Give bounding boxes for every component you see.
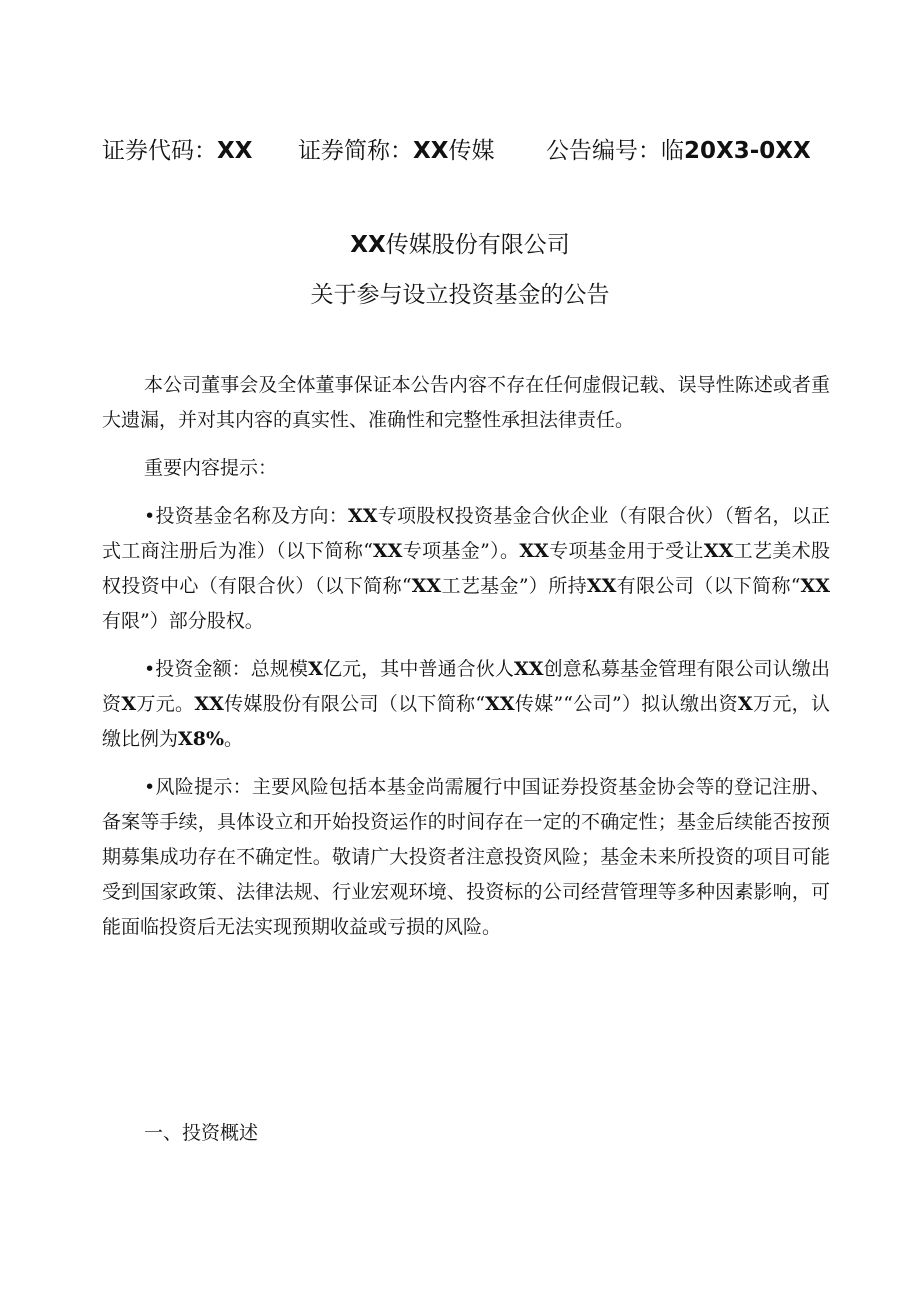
bold-run: X [737,693,753,715]
bullet-fund-name [102,499,830,639]
text-run: 传媒股份有限公司（以下简称“ [223,693,486,715]
text-run: 创意私募基金管理有限公司认缴出资 [102,658,830,715]
text-run: 万元。 [136,693,195,715]
security-code [102,132,298,165]
bold-run: X8% [178,728,225,750]
text-run: 亿元，其中普通合伙人 [322,658,514,680]
bullet-risk-warning: •风险提示：主要风险包括本基金尚需履行中国证券投资基金协会等的登记注册、备案等手续，具体设立和开始投资运作的时间存在一定的不确定性；基金后续能否按预期募集成功存在不确定性。敬请广大投资者注意投资风险；基金未来所投资的项目可能受到国家政策、法律法规、行业宏观环境、投资标的公司经营管理等多种因素影响，可能面临投资后无法实现预期收益或亏损的风险。 [102,776,830,938]
company-title-bold: XX [350,232,386,258]
text-run: 专项基金”）。 [402,540,520,562]
bold-run: X [308,658,323,680]
section-heading-investment-overview: 一、投资概述 [144,1122,259,1144]
text-run: 有限”）部分股权。 [102,610,264,632]
text-run: 专项股权投资基金合伙企业（有限合伙）（暂名，以正式工商注册后为准）（以下简称“ [102,505,830,562]
announcement-subject: 关于参与设立投资基金的公告 [310,282,610,308]
security-abbreviation-value-rest: 传媒 [448,137,495,164]
bold-run: X [121,693,137,715]
bold-run: XX [519,540,549,562]
bold-run: XX [485,693,515,715]
bold-run: XX [411,575,442,597]
company-title [0,226,920,259]
bold-run: XX [800,575,831,597]
text-run: •投资基金名称及方向： [144,505,348,527]
text-run: 工艺基金”）所持 [441,575,587,597]
announcement-body [102,368,830,958]
bold-run: XX [586,575,617,597]
security-abbreviation [298,132,546,165]
text-run: •投资金额：总规模 [144,658,309,680]
text-run: 工艺美术股权投资中心（有限合伙）（以下简称“ [102,540,830,597]
security-abbreviation-label: 证券简称： [298,137,413,164]
announcement-header [102,128,811,168]
key-points-heading: 重要内容提示： [144,457,278,479]
security-abbreviation-value-bold: XX [413,137,449,164]
text-run: 万元，认缴比例为 [102,693,830,750]
text-run: 专项基金用于受让 [548,540,704,562]
security-code-value: XX [217,137,253,164]
text-run: 传媒”“公司”）拟认缴出资 [514,693,738,715]
bullet-investment-amount [102,652,830,757]
company-title-rest: 传媒股份有限公司 [385,232,570,258]
text-run: 有限公司（以下简称“ [616,575,801,597]
board-statement: 本公司董事会及全体董事保证本公告内容不存在任何虚假记载、误导性陈述或者重大遗漏，并对其内容的真实性、准确性和完整性承担法律责任。 [102,374,830,431]
bold-run: XX [372,540,403,562]
announcement-number-label: 公告编号：临 [546,137,684,164]
bold-run: XX [347,505,378,527]
announcement-number [546,132,811,165]
security-code-label: 证券代码： [102,137,217,164]
bold-run: XX [194,693,224,715]
text-run: 。 [224,728,244,750]
bold-run: XX [703,540,734,562]
bold-run: XX [513,658,544,680]
announcement-number-value: 20X3-0XX [684,137,811,164]
